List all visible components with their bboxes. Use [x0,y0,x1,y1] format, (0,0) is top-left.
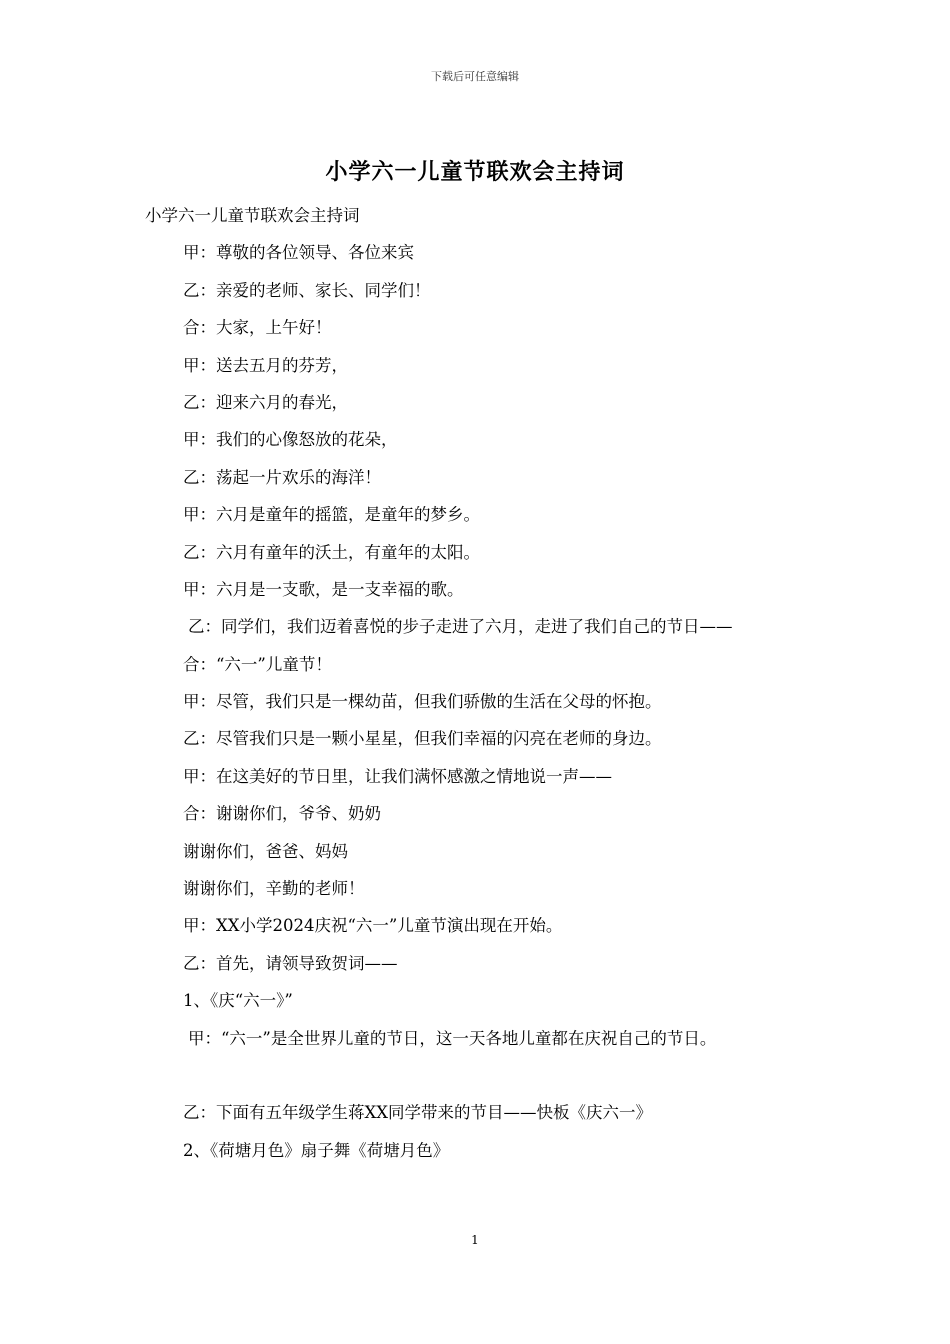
script-line: 甲：六月是一支歌，是一支幸福的歌。 [183,579,464,599]
script-line: 谢谢你们，辛勤的老师！ [183,879,365,899]
blank-line [145,1057,817,1094]
script-line: 乙：首先，请领导致贺词—— [183,953,398,973]
subtitle-line: 小学六一儿童节联欢会主持词 [145,206,360,225]
script-line: 甲：我们的心像怒放的花朵， [183,430,398,450]
script-line: 乙：六月有童年的沃土，有童年的太阳。 [183,542,480,562]
program-item: 2、《荷塘月色》扇子舞《荷塘月色》 [183,1140,450,1160]
script-line: 甲：“六一”是全世界儿童的节日，这一天各地儿童都在庆祝自己的节日。 [188,1028,717,1048]
script-line: 合：大家，上午好！ [183,318,332,338]
script-line: 乙：下面有五年级学生蒋XX同学带来的节目——快板《庆六一》 [183,1103,652,1123]
script-line: 乙：迎来六月的春光， [183,392,348,412]
script-line: 乙：荡起一片欢乐的海洋！ [183,467,381,487]
document-title: 小学六一儿童节联欢会主持词 [325,159,625,185]
script-line: 合：谢谢你们，爷爷、奶奶 [183,804,381,824]
script-line: 乙：尽管我们只是一颗小星星，但我们幸福的闪亮在老师的身边。 [183,729,662,749]
script-line: 合：“六一”儿童节！ [183,654,332,674]
script-line: 乙：亲爱的老师、家长、同学们！ [183,280,431,300]
script-line: 甲：尊敬的各位领导、各位来宾 [183,243,414,263]
script-line-wrapped: 乙：同学们，我们迈着喜悦的步子走进了六月，走进了我们自己的节日—— [188,617,733,637]
script-line: 甲：送去五月的芬芳， [183,355,348,375]
script-line: 甲：六月是童年的摇篮，是童年的梦乡。 [183,505,480,525]
script-line: 甲：在这美好的节日里，让我们满怀感激之情地说一声—— [183,766,612,786]
script-line: 甲：XX小学2024庆祝“六一”儿童节演出现在开始。 [183,916,563,936]
program-item: 1、《庆“六一》” [183,991,293,1011]
document-body [145,197,817,1169]
script-line: 甲：尽管，我们只是一棵幼苗，但我们骄傲的生活在父母的怀抱。 [183,692,662,712]
script-line: 谢谢你们，爸爸、妈妈 [183,841,348,861]
page-header-note: 下载后可任意编辑 [431,70,519,83]
page-number: 1 [471,1233,479,1247]
